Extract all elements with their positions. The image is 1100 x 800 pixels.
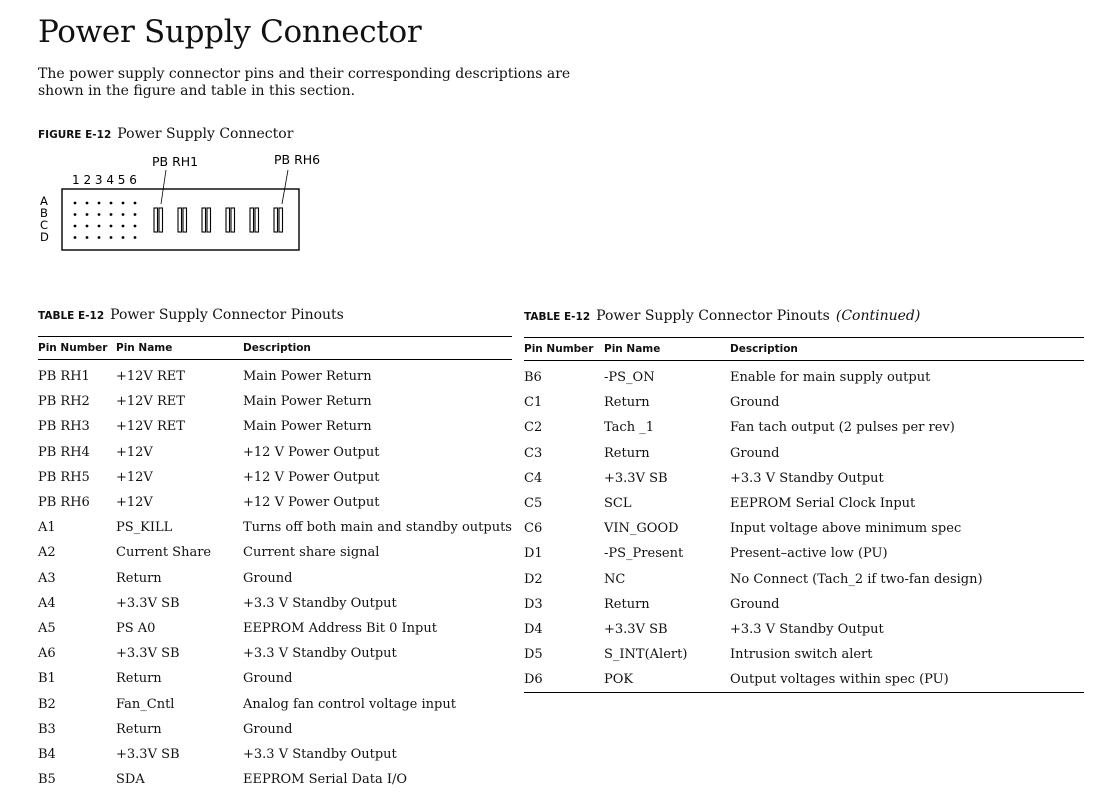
table-row — [38, 666, 512, 691]
pin-name-cell: SDA — [116, 772, 145, 788]
pin-name-cell: +12V — [116, 495, 153, 511]
description-cell: +3.3 V Standby Output — [730, 621, 884, 637]
signal-pin — [98, 225, 101, 228]
column-numbers: 1 2 3 4 5 6 — [72, 173, 137, 187]
signal-pin — [134, 225, 137, 228]
table2-label: TABLE E-12 — [524, 311, 591, 323]
description-cell: Main Power Return — [243, 369, 372, 385]
pin-number-cell: PB RH5 — [38, 469, 90, 485]
signal-pin — [110, 202, 113, 205]
description-cell: Ground — [730, 395, 780, 411]
signal-pin — [134, 213, 137, 216]
intro-paragraph: The power supply connector pins and their corresponding descriptions are shown in the figure and table in this section. — [38, 66, 571, 99]
description-cell: Main Power Return — [243, 394, 372, 410]
pin-name-cell: POK — [604, 672, 634, 688]
pin-name-cell: +12V RET — [116, 369, 185, 385]
table-row — [38, 465, 512, 490]
table-row — [38, 742, 512, 767]
description-cell: +12 V Power Output — [243, 444, 380, 460]
figure-caption — [38, 126, 293, 142]
signal-pin — [110, 236, 113, 239]
description-cell: Turns off both main and standby outputs — [243, 520, 512, 536]
table-row — [38, 566, 512, 591]
pin-number-cell: PB RH3 — [38, 419, 90, 435]
table-row — [524, 466, 1084, 491]
description-cell: Fan tach output (2 pulses per rev) — [730, 420, 955, 436]
table-row — [38, 767, 512, 792]
description-cell: +12 V Power Output — [243, 469, 380, 485]
pin-number-cell: A6 — [38, 646, 56, 662]
description-cell: Output voltages within spec (PU) — [730, 672, 949, 688]
pin-number-cell: A1 — [38, 520, 56, 536]
table-row — [524, 592, 1084, 617]
pin-number-cell: B2 — [38, 696, 56, 712]
table-row — [524, 415, 1084, 440]
signal-pin — [74, 202, 77, 205]
signal-pin — [98, 236, 101, 239]
table-row — [38, 389, 512, 414]
pin-number-cell: C2 — [524, 420, 543, 436]
row-label-d: D — [40, 230, 49, 244]
signal-pin — [122, 236, 125, 239]
description-cell: Enable for main supply output — [730, 370, 931, 386]
table-row — [524, 667, 1084, 693]
pin-number-cell: B3 — [38, 721, 56, 737]
table1-title: Power Supply Connector Pinouts — [110, 307, 344, 323]
pin-number-cell: A5 — [38, 620, 56, 636]
signal-pin — [98, 213, 101, 216]
pin-number-cell: D4 — [524, 621, 543, 637]
pin-number-cell: D3 — [524, 596, 543, 612]
pin-name-cell: -PS_Present — [604, 546, 684, 562]
power-blade — [202, 208, 211, 232]
table1-label: TABLE E-12 — [38, 310, 105, 322]
header-pin-name: Pin Name — [604, 338, 730, 361]
connector-figure — [30, 148, 340, 262]
pin-name-cell: +12V RET — [116, 419, 185, 435]
pin-name-cell: Return — [116, 570, 162, 586]
callout-pb-rh1: PB RH1 — [152, 154, 199, 169]
pin-name-cell: +3.3V SB — [604, 621, 668, 637]
description-cell: +3.3 V Standby Output — [243, 746, 397, 762]
signal-pin — [122, 213, 125, 216]
pin-number-cell: B5 — [38, 772, 56, 788]
pinout-table — [38, 336, 512, 792]
pin-number-cell: PB RH1 — [38, 369, 90, 385]
callout-line-right — [282, 170, 288, 204]
pin-name-cell: Return — [604, 445, 650, 461]
description-cell: Ground — [243, 671, 293, 687]
signal-pin — [86, 236, 89, 239]
row-label-c: C — [40, 218, 49, 232]
table-row — [38, 717, 512, 742]
table-row — [524, 361, 1084, 391]
pin-number-cell: C4 — [524, 470, 543, 486]
pin-name-cell: PS_KILL — [116, 520, 173, 536]
pin-number-cell: C6 — [524, 521, 543, 537]
description-cell: Analog fan control voltage input — [243, 696, 456, 712]
pin-name-cell: Return — [604, 395, 650, 411]
row-label-b: B — [40, 206, 48, 220]
pin-name-cell: VIN_GOOD — [604, 521, 679, 537]
pin-number-cell: B4 — [38, 746, 56, 762]
description-cell: No Connect (Tach_2 if two-fan design) — [730, 571, 983, 587]
pin-name-cell: Return — [604, 596, 650, 612]
table-row — [524, 491, 1084, 516]
power-blade — [226, 208, 235, 232]
pin-name-cell: S_INT(Alert) — [604, 647, 688, 663]
table-row — [524, 390, 1084, 415]
description-cell: Ground — [730, 445, 780, 461]
callout-line-left — [161, 170, 166, 204]
pin-name-cell: SCL — [604, 496, 632, 512]
description-cell: EEPROM Serial Data I/O — [243, 772, 408, 788]
pin-name-cell: +12V RET — [116, 394, 185, 410]
pin-number-cell: A3 — [38, 570, 56, 586]
pin-number-cell: PB RH4 — [38, 444, 90, 460]
pin-name-cell: +3.3V SB — [116, 646, 180, 662]
signal-pin — [110, 213, 113, 216]
table2-caption — [524, 308, 920, 324]
table-row — [38, 440, 512, 465]
table-row — [38, 414, 512, 439]
table-row — [38, 515, 512, 540]
signal-pin — [74, 225, 77, 228]
description-cell: +3.3 V Standby Output — [730, 470, 884, 486]
header-pin-number: Pin Number — [524, 338, 604, 361]
table-row — [38, 641, 512, 666]
pin-number-cell: B6 — [524, 370, 542, 386]
power-blade — [154, 208, 163, 232]
signal-pin — [74, 213, 77, 216]
pin-name-cell: +3.3V SB — [604, 470, 668, 486]
pin-name-cell: Tach _1 — [604, 420, 654, 436]
table2-continued: (Continued) — [835, 308, 921, 324]
table-row — [38, 540, 512, 565]
description-cell: Current share signal — [243, 545, 380, 561]
table-row — [38, 490, 512, 515]
power-blade — [178, 208, 187, 232]
description-cell: Ground — [243, 721, 293, 737]
description-cell: +3.3 V Standby Output — [243, 595, 397, 611]
pinout-table-continued — [524, 337, 1084, 693]
header-pin-number: Pin Number — [38, 337, 116, 360]
description-cell: +3.3 V Standby Output — [243, 646, 397, 662]
description-cell: Main Power Return — [243, 419, 372, 435]
connector-body — [62, 189, 299, 250]
pin-name-cell: +12V — [116, 469, 153, 485]
signal-pin — [122, 202, 125, 205]
pin-name-cell: +12V — [116, 444, 153, 460]
pin-name-cell: PS A0 — [116, 620, 156, 636]
pin-number-cell: D6 — [524, 672, 543, 688]
table-row — [524, 516, 1084, 541]
signal-pin — [122, 225, 125, 228]
signal-pin — [110, 225, 113, 228]
table-row — [524, 617, 1084, 642]
header-description: Description — [243, 337, 512, 360]
description-cell: +12 V Power Output — [243, 495, 380, 511]
signal-pin — [74, 236, 77, 239]
description-cell: EEPROM Address Bit 0 Input — [243, 620, 437, 636]
callout-pb-rh6: PB RH6 — [274, 152, 321, 167]
power-blade — [274, 208, 283, 232]
pin-number-cell: C5 — [524, 496, 543, 512]
table-header-row — [38, 337, 512, 360]
table1-caption — [38, 307, 344, 323]
pin-number-cell: D1 — [524, 546, 543, 562]
pin-number-cell: C1 — [524, 395, 543, 411]
header-pin-name: Pin Name — [116, 337, 243, 360]
power-blade — [250, 208, 259, 232]
table2-title: Power Supply Connector Pinouts — [596, 308, 830, 324]
pin-number-cell: C3 — [524, 445, 543, 461]
pin-name-cell: Return — [116, 721, 162, 737]
pin-name-cell: Current Share — [116, 545, 212, 561]
table-row — [38, 360, 512, 390]
pin-name-cell: Fan_Cntl — [116, 696, 175, 712]
table-row — [524, 541, 1084, 566]
description-cell: Present–active low (PU) — [730, 546, 888, 562]
power-blade-group — [154, 208, 283, 232]
description-cell: Ground — [243, 570, 293, 586]
header-description: Description — [730, 338, 1084, 361]
connector-diagram — [30, 148, 340, 258]
table-row — [524, 642, 1084, 667]
signal-pin — [86, 213, 89, 216]
table-row — [524, 567, 1084, 592]
pin-name-cell: Return — [116, 671, 162, 687]
table-row — [524, 441, 1084, 466]
pin-number-cell: D2 — [524, 571, 543, 587]
page-title: Power Supply Connector — [38, 14, 422, 50]
signal-pin — [134, 236, 137, 239]
pin-name-cell: NC — [604, 571, 626, 587]
figure-label: FIGURE E-12 — [38, 129, 112, 141]
signal-pin — [86, 202, 89, 205]
signal-pin — [134, 202, 137, 205]
pin-number-cell: A2 — [38, 545, 56, 561]
table-header-row — [524, 338, 1084, 361]
description-cell: Ground — [730, 596, 780, 612]
table-row — [38, 616, 512, 641]
pin-name-cell: -PS_ON — [604, 370, 655, 386]
pin-number-cell: A4 — [38, 595, 56, 611]
description-cell: Input voltage above minimum spec — [730, 521, 962, 537]
figure-title: Power Supply Connector — [117, 126, 294, 142]
pin-name-cell: +3.3V SB — [116, 595, 180, 611]
table-row — [38, 591, 512, 616]
row-label-a: A — [40, 194, 48, 208]
signal-pin — [86, 225, 89, 228]
table-row — [38, 691, 512, 716]
signal-pin — [98, 202, 101, 205]
pin-number-cell: PB RH6 — [38, 495, 90, 511]
pin-number-cell: B1 — [38, 671, 56, 687]
signal-pin-grid — [74, 202, 137, 239]
description-cell: EEPROM Serial Clock Input — [730, 496, 916, 512]
description-cell: Intrusion switch alert — [730, 647, 873, 663]
pin-number-cell: D5 — [524, 647, 543, 663]
pin-name-cell: +3.3V SB — [116, 746, 180, 762]
pin-number-cell: PB RH2 — [38, 394, 90, 410]
